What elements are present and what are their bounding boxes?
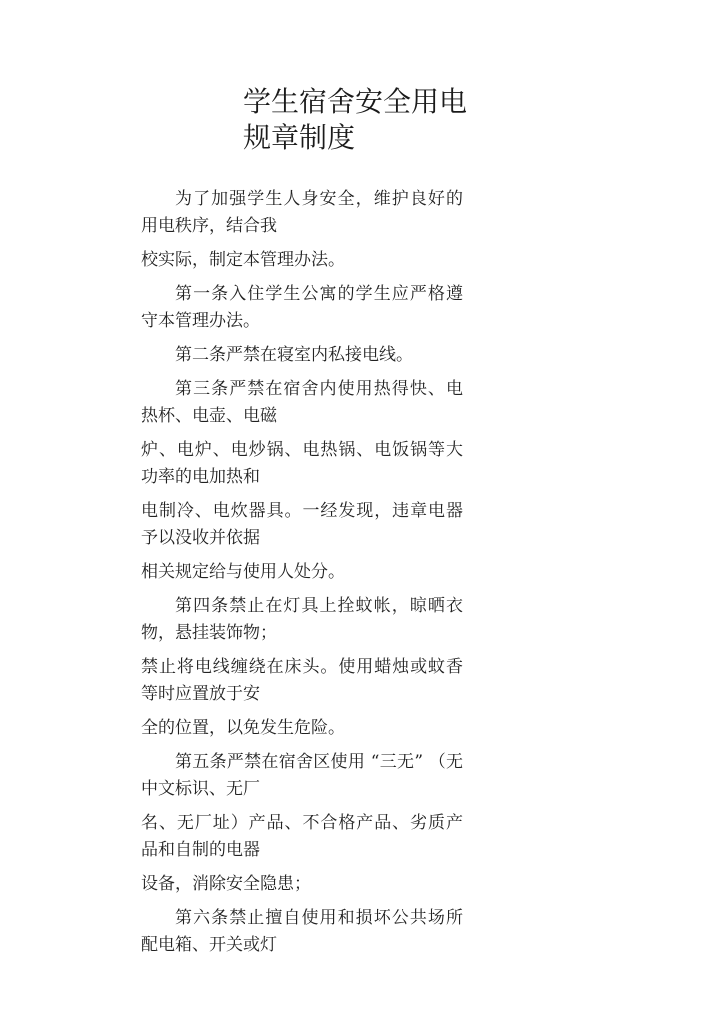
paragraph: 设备，消除安全隐患； [141,874,311,894]
paragraph: 名、无厂址）产品、不合格产品、劣质产品和自制的电器 [141,813,463,860]
paragraph: 相关规定给与使用人处分。 [141,562,345,582]
paragraph: 第六条禁止擅自使用和损坏公共场所配电箱、开关或灯 [141,908,463,955]
paragraph: 全的位置，以免发生危险。 [141,718,345,738]
paragraph: 为了加强学生人身安全，维护良好的用电秩序，结合我 [141,189,463,236]
document-title [243,84,503,156]
paragraph: 第四条禁止在灯具上拴蚊帐，晾晒衣物，悬挂装饰物； [141,596,463,643]
paragraph: 第三条严禁在宿舍内使用热得快、电热杯、电壶、电磁 [141,379,463,426]
title-line-1: 学生宿舍安全用电 [243,85,468,118]
paragraph: 炉、电炉、电炒锅、电热锅、电饭锅等大功率的电加热和 [141,440,463,487]
paragraph: 校实际，制定本管理办法。 [141,250,345,270]
title-line-2: 规章制度 [243,121,356,154]
document-body [141,186,463,966]
paragraph: 电制冷、电炊器具。一经发现，违章电器予以没收并依据 [141,501,463,548]
paragraph: 第五条严禁在宿舍区使用 “三无” （无中文标识、无厂 [141,752,463,799]
paragraph: 第二条严禁在寝室内私接电线。 [175,345,413,365]
paragraph: 禁止将电线缠绕在床头。使用蜡烛或蚊香等时应置放于安 [141,657,463,704]
paragraph: 第一条入住学生公寓的学生应严格遵守本管理办法。 [141,284,463,331]
